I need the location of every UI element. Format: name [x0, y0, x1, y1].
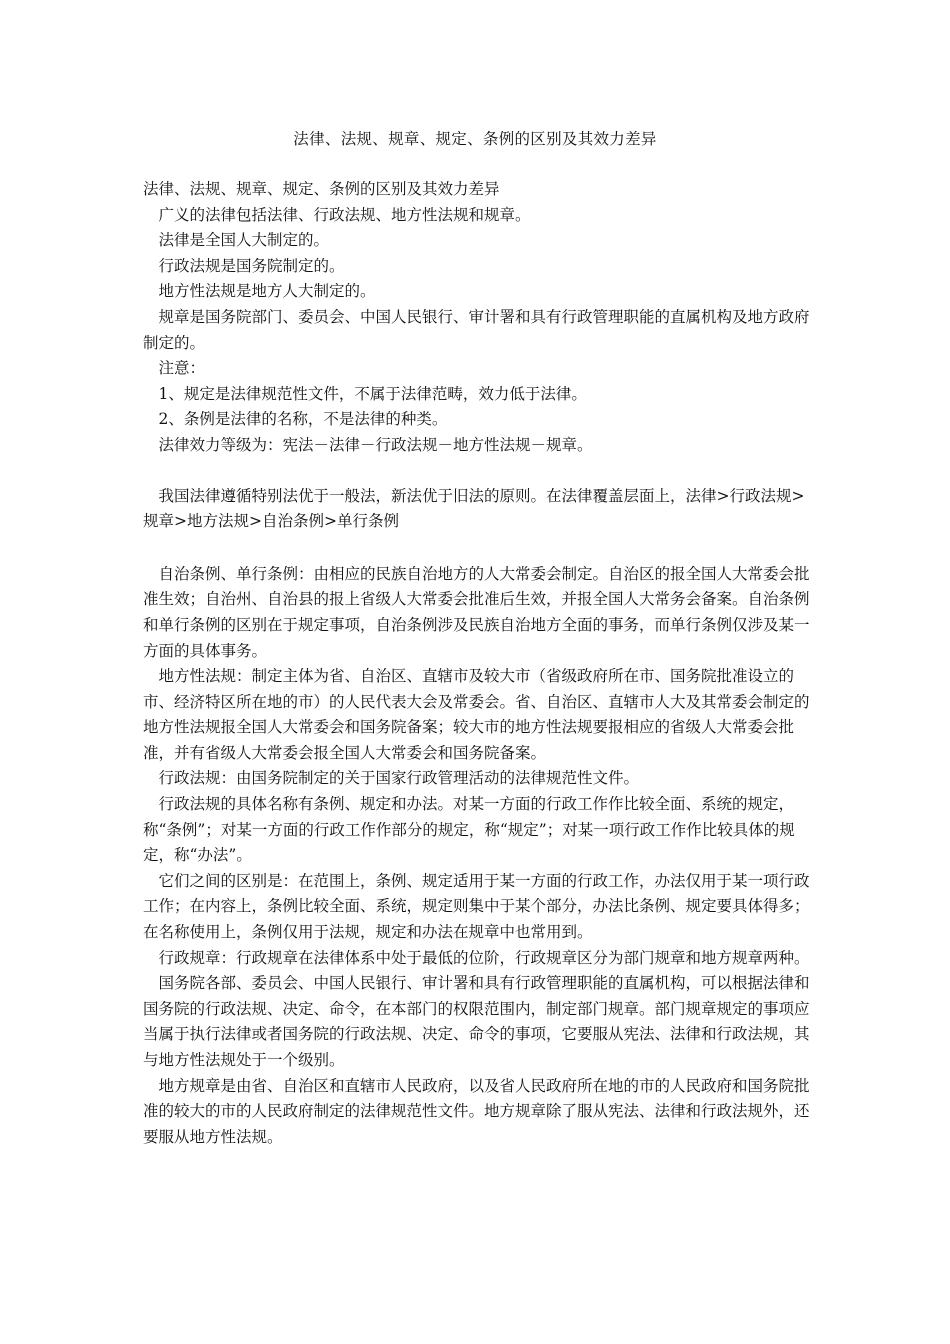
paragraph: 行政法规是国务院制定的。 — [158, 256, 345, 275]
list-item: 1、规定是法律规范性文件，不属于法律范畴，效力低于法律。 — [158, 384, 587, 403]
paragraph-heading: 法律、法规、规章、规定、条例的区别及其效力差异 — [143, 180, 500, 198]
paragraph: 自治条例、单行条例：由相应的民族自治地方的人大常委会制定。自治区的报全国人大常委会批准生效；自治州、自治县的报上省级人大常委会批准后生效，并报全国人大常务会备案。自治条例和单行条例的区别在于规定事项，自治条例涉及民族自治地方全面的事务，而单行条例仅涉及某一方面的具体事务。 — [143, 564, 810, 660]
paragraph: 它们之间的区别是：在范围上，条例、规定适用于某一方面的行政工作，办法仅用于某一项行政工作；在内容上，条例比较全面、系统，规定则集中于某个部分，办法比条例、规定要具体得多；在名称使用上，条例仅用于法规，规定和办法在规章中也常用到。 — [143, 871, 810, 942]
document-body — [143, 177, 811, 1150]
paragraph: 国务院各部、委员会、中国人民银行、审计署和具有行政管理职能的直属机构，可以根据法律和国务院的行政法规、决定、命令，在本部门的权限范围内，制定部门规章。部门规章规定的事项应当属于执行法律或者国务院的行政法规、决定、命令的事项，它要服从宪法、法律和行政法规，其与地方性法规处于一个级别。 — [143, 974, 810, 1069]
paragraph: 我国法律遵循特别法优于一般法，新法优于旧法的原则。在法律覆盖层面上，法律>行政法规>规章>地方法规>自治条例>单行条例 — [143, 486, 805, 531]
paragraph: 法律是全国人大制定的。 — [158, 231, 330, 250]
paragraph: 行政法规：由国务院制定的关于国家行政管理活动的法律规范性文件。 — [158, 769, 640, 788]
paragraph: 地方性法规是地方人大制定的。 — [158, 282, 376, 301]
paragraph: 地方性法规：制定主体为省、自治区、直辖市及较大市（省级政府所在市、国务院批准设立的市、经济特区所在地的市）的人民代表大会及常委会。省、自治区、直辖市人大及其常委会制定的地方性法规报全国人大常委会和国务院备案；较大市的地方性法规要报相应的省级人大常委会批准，并有省级人大常委会报全国人大常委会和国务院备案。 — [143, 667, 810, 762]
paragraph: 注意： — [158, 359, 206, 378]
paragraph: 行政规章：行政规章在法律体系中处于最低的位阶，行政规章区分为部门规章和地方规章两种。 — [158, 948, 810, 967]
paragraph: 规章是国务院部门、委员会、中国人民银行、审计署和具有行政管理职能的直属机构及地方政府制定的。 — [143, 307, 810, 352]
document-title: 法律、法规、规章、规定、条例的区别及其效力差异 — [293, 130, 657, 148]
list-item: 2、条例是法律的名称，不是法律的种类。 — [158, 410, 448, 429]
paragraph: 法律效力等级为：宪法－法律－行政法规－地方性法规－规章。 — [158, 435, 593, 454]
paragraph: 广义的法律包括法律、行政法规、地方性法规和规章。 — [158, 205, 531, 224]
paragraph: 地方规章是由省、自治区和直辖市人民政府，以及省人民政府所在地的市的人民政府和国务院批准的较大的市的人民政府制定的法律规范性文件。地方规章除了服从宪法、法律和行政法规外，还要服从地方性法规。 — [143, 1076, 810, 1146]
paragraph: 行政法规的具体名称有条例、规定和办法。对某一方面的行政工作作比较全面、系统的规定，称“条例”；对某一方面的行政工作作部分的规定，称“规定”；对某一项行政工作作比较具体的规定，称“办法”。 — [143, 795, 795, 865]
